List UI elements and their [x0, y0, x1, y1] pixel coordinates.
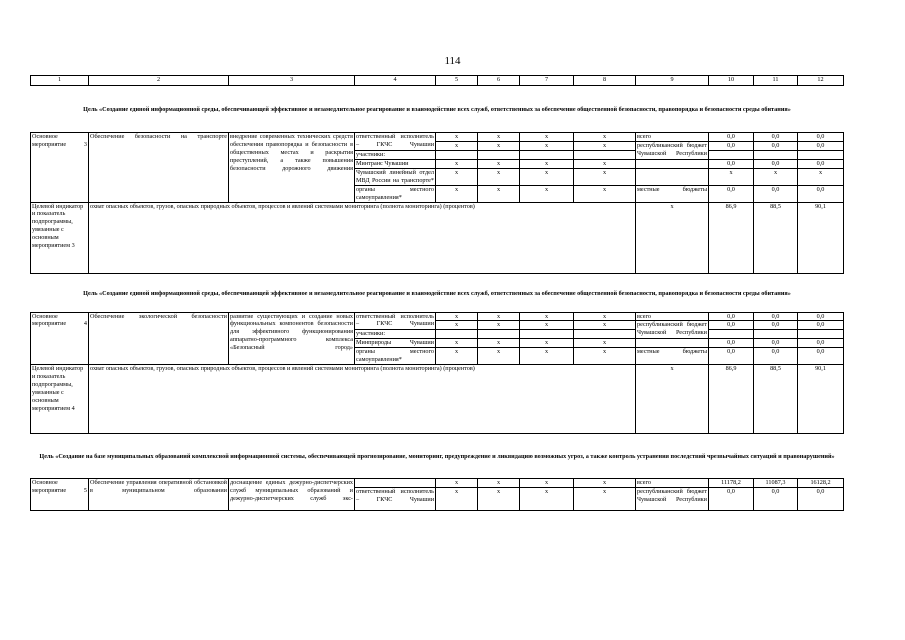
header-cell: 8	[574, 76, 636, 86]
header-cell: 6	[478, 76, 520, 86]
x-mark: x	[436, 159, 478, 168]
header-cell: 1	[31, 76, 89, 86]
header-cell: 2	[89, 76, 229, 86]
x-mark: x	[436, 141, 478, 150]
funding-source: всего	[636, 479, 709, 488]
executor: участники:	[355, 150, 436, 159]
x-mark: x	[520, 321, 574, 330]
funding-source: республиканский бюджет Чувашской Республики	[636, 321, 709, 339]
x-mark: x	[574, 312, 636, 321]
x-mark: x	[520, 339, 574, 348]
value-cell: 0,0	[709, 141, 754, 150]
value-cell: x	[798, 168, 844, 185]
measure-label: Основное мероприятие 3	[31, 133, 89, 203]
indicator-label: Целевой индикатор и показатель подпрограммы, увязанные с основным мероприятием 4	[31, 365, 89, 434]
value-cell: 0,0	[709, 321, 754, 330]
goal-title: Цель «Создание единой информационной среды, обеспечивающей эффективное и незамедлительное реагирование и взаимодействие всех служб, ответственных за обеспечение общественной безопасности, правопорядка и безопасности среды обитания»	[31, 273, 844, 312]
value-cell: 0,0	[798, 133, 844, 142]
x-mark: x	[478, 321, 520, 330]
x-mark: x	[574, 348, 636, 365]
value-cell: 0,0	[709, 339, 754, 348]
x-mark: x	[478, 488, 520, 511]
value-cell: 0,0	[709, 312, 754, 321]
funding-source	[636, 168, 709, 185]
executor: органы местного самоуправления*	[356, 348, 434, 364]
x-mark: x	[478, 348, 520, 365]
executor: ответственный исполнитель – ГКЧС Чувашии	[355, 312, 436, 330]
goal-row	[31, 273, 844, 312]
measure-label: Основное мероприятие 5	[31, 479, 89, 511]
value-cell: 11087,3	[754, 479, 798, 488]
value-cell: 0,0	[709, 159, 754, 168]
x-mark: x	[574, 141, 636, 150]
value-cell: 0,0	[754, 185, 798, 202]
measure-description: внедрение современных технических средств обеспечения правопорядка и безопасности в общественных местах и раскрытия преступлений, а также повышения безопасности дорожного движения	[229, 133, 355, 203]
funding-source: республиканский бюджет Чувашской Республики	[636, 488, 709, 511]
x-mark: x	[436, 185, 478, 202]
x-mark: x	[520, 488, 574, 511]
funding-source: республиканский бюджет Чувашской Республики	[636, 141, 709, 159]
x-mark: x	[574, 321, 636, 330]
x-mark: x	[478, 185, 520, 202]
x-mark: x	[520, 185, 574, 202]
executor: Минтранс Чувашии	[355, 159, 436, 168]
program-table	[30, 75, 844, 511]
value-cell: 0,0	[709, 133, 754, 142]
table-row	[31, 312, 844, 321]
x-mark: x	[520, 348, 574, 365]
value-cell: 0,0	[709, 348, 754, 365]
header-cell: 11	[754, 76, 798, 86]
executor	[355, 479, 436, 488]
value-cell: 86,9	[709, 365, 754, 434]
value-cell: 88,5	[754, 202, 798, 273]
goal-row	[31, 86, 844, 133]
table-row	[31, 133, 844, 142]
x-mark: x	[520, 479, 574, 488]
x-mark: x	[436, 321, 478, 330]
executor: органы местного самоуправления*	[356, 185, 434, 201]
value-cell: x	[754, 168, 798, 185]
x-mark: x	[520, 168, 574, 185]
x-mark: x	[436, 488, 478, 511]
header-cell: 9	[636, 76, 709, 86]
x-mark: x	[574, 168, 636, 185]
x-mark: x	[436, 339, 478, 348]
value-cell: 16128,2	[798, 479, 844, 488]
x-mark: x	[520, 159, 574, 168]
value-cell: 0,0	[709, 488, 754, 511]
value-cell: 90,1	[798, 202, 844, 273]
executor: Чувашский линейный отдел МВД России на транспорте*	[356, 168, 434, 184]
value-cell: 86,9	[709, 202, 754, 273]
funding-source	[636, 159, 709, 168]
funding-source: всего	[636, 312, 709, 321]
x-mark: x	[478, 141, 520, 150]
executor: ответственный исполнитель – ГКЧС Чувашии	[355, 488, 436, 511]
value-cell: 0,0	[798, 339, 844, 348]
x-mark: x	[520, 141, 574, 150]
indicator-row	[31, 202, 844, 273]
x-mark: x	[574, 133, 636, 142]
measure-description: развитие существующих и создание новых функциональных компонентов безопасности для эффективного функционирования аппаратно-программного комплекса «Безопасный город»	[229, 312, 355, 365]
header-cell: 10	[709, 76, 754, 86]
value-cell: 0,0	[754, 133, 798, 142]
value-cell: 0,0	[754, 348, 798, 365]
value-cell: 0,0	[754, 488, 798, 511]
value-cell: 0,0	[754, 141, 798, 150]
funding-source: местные бюджеты	[636, 185, 709, 202]
measure-name: Обеспечение экологической безопасности	[89, 312, 229, 365]
x-mark: x	[574, 488, 636, 511]
value-cell: 0,0	[754, 159, 798, 168]
x-mark: x	[574, 339, 636, 348]
value-cell: 0,0	[798, 312, 844, 321]
goal-row	[31, 434, 844, 479]
measure-name: Обеспечение безопасности на транспорте	[89, 133, 229, 203]
x-mark: x	[436, 168, 478, 185]
x-mark: x	[478, 479, 520, 488]
x-mark: x	[574, 479, 636, 488]
value-cell: 0,0	[798, 348, 844, 365]
value-cell: 0,0	[798, 185, 844, 202]
header-cell: 4	[355, 76, 436, 86]
header-cell: 5	[436, 76, 478, 86]
indicator-text: охват опасных объектов, грузов, опасных природных объектов, процессов и явлений системами мониторинга (полнота мониторинга) (процентов)	[89, 365, 636, 434]
value-cell: 0,0	[798, 159, 844, 168]
funding-source	[636, 339, 709, 348]
goal-title: Цель «Создание единой информационной среды, обеспечивающей эффективное и незамедлительное реагирование и взаимодействие всех служб, ответственных за обеспечение общественной безопасности, правопорядка и безопасности среды обитания»	[31, 86, 844, 133]
value-cell: 90,1	[798, 365, 844, 434]
value-cell: x	[709, 168, 754, 185]
x-mark: x	[436, 348, 478, 365]
measure-description: доснащение единых дежурно-диспетчерских служб муниципальных образований и дежурно-диспетчерских служб экс-	[229, 479, 355, 511]
x-mark: x	[478, 312, 520, 321]
value-cell: 0,0	[798, 488, 844, 511]
x-mark: x	[478, 133, 520, 142]
executor: участники:	[355, 330, 436, 339]
indicator-label: Целевой индикатор и показатель подпрограммы, увязанные с основным мероприятием 3	[31, 202, 89, 273]
header-cell: 3	[229, 76, 355, 86]
funding-source: всего	[636, 133, 709, 142]
header-row	[31, 76, 844, 86]
value-cell: 0,0	[754, 321, 798, 330]
value-cell: 88,5	[754, 365, 798, 434]
x-mark: x	[520, 312, 574, 321]
x-mark: x	[636, 202, 709, 273]
x-mark: x	[436, 312, 478, 321]
indicator-text: охват опасных объектов, грузов, опасных природных объектов, процессов и явлений системами мониторинга (полнота мониторинга) (процентов)	[89, 202, 636, 273]
x-mark: x	[574, 159, 636, 168]
header-cell: 7	[520, 76, 574, 86]
value-cell: 0,0	[754, 339, 798, 348]
page-number: 114	[444, 55, 461, 67]
measure-name: Обеспечение управления оперативной обстановкой в муниципальном образовании	[89, 479, 229, 511]
value-cell: 0,0	[709, 185, 754, 202]
x-mark: x	[436, 479, 478, 488]
value-cell: 0,0	[798, 141, 844, 150]
table-row	[31, 479, 844, 488]
x-mark: x	[636, 365, 709, 434]
value-cell: 11178,2	[709, 479, 754, 488]
x-mark: x	[478, 168, 520, 185]
x-mark: x	[478, 159, 520, 168]
indicator-row	[31, 365, 844, 434]
value-cell: 0,0	[754, 312, 798, 321]
value-cell: 0,0	[798, 321, 844, 330]
measure-label: Основное мероприятие 4	[31, 312, 89, 365]
x-mark: x	[478, 339, 520, 348]
x-mark: x	[574, 185, 636, 202]
executor: Минприроды Чувашии	[356, 339, 434, 347]
x-mark: x	[520, 133, 574, 142]
goal-title: Цель «Создание на базе муниципальных образований комплексной информационной системы, обеспечивающей прогнозирование, мониторинг, предупреждение и ликвидацию возможных угроз, а также контроль устранения последствий чрезвычайных ситуаций и правонарушений»	[31, 434, 844, 479]
x-mark: x	[436, 133, 478, 142]
funding-source: местные бюджеты	[636, 348, 709, 365]
header-cell: 12	[798, 76, 844, 86]
executor: ответственный исполнитель – ГКЧС Чувашии	[355, 133, 436, 151]
